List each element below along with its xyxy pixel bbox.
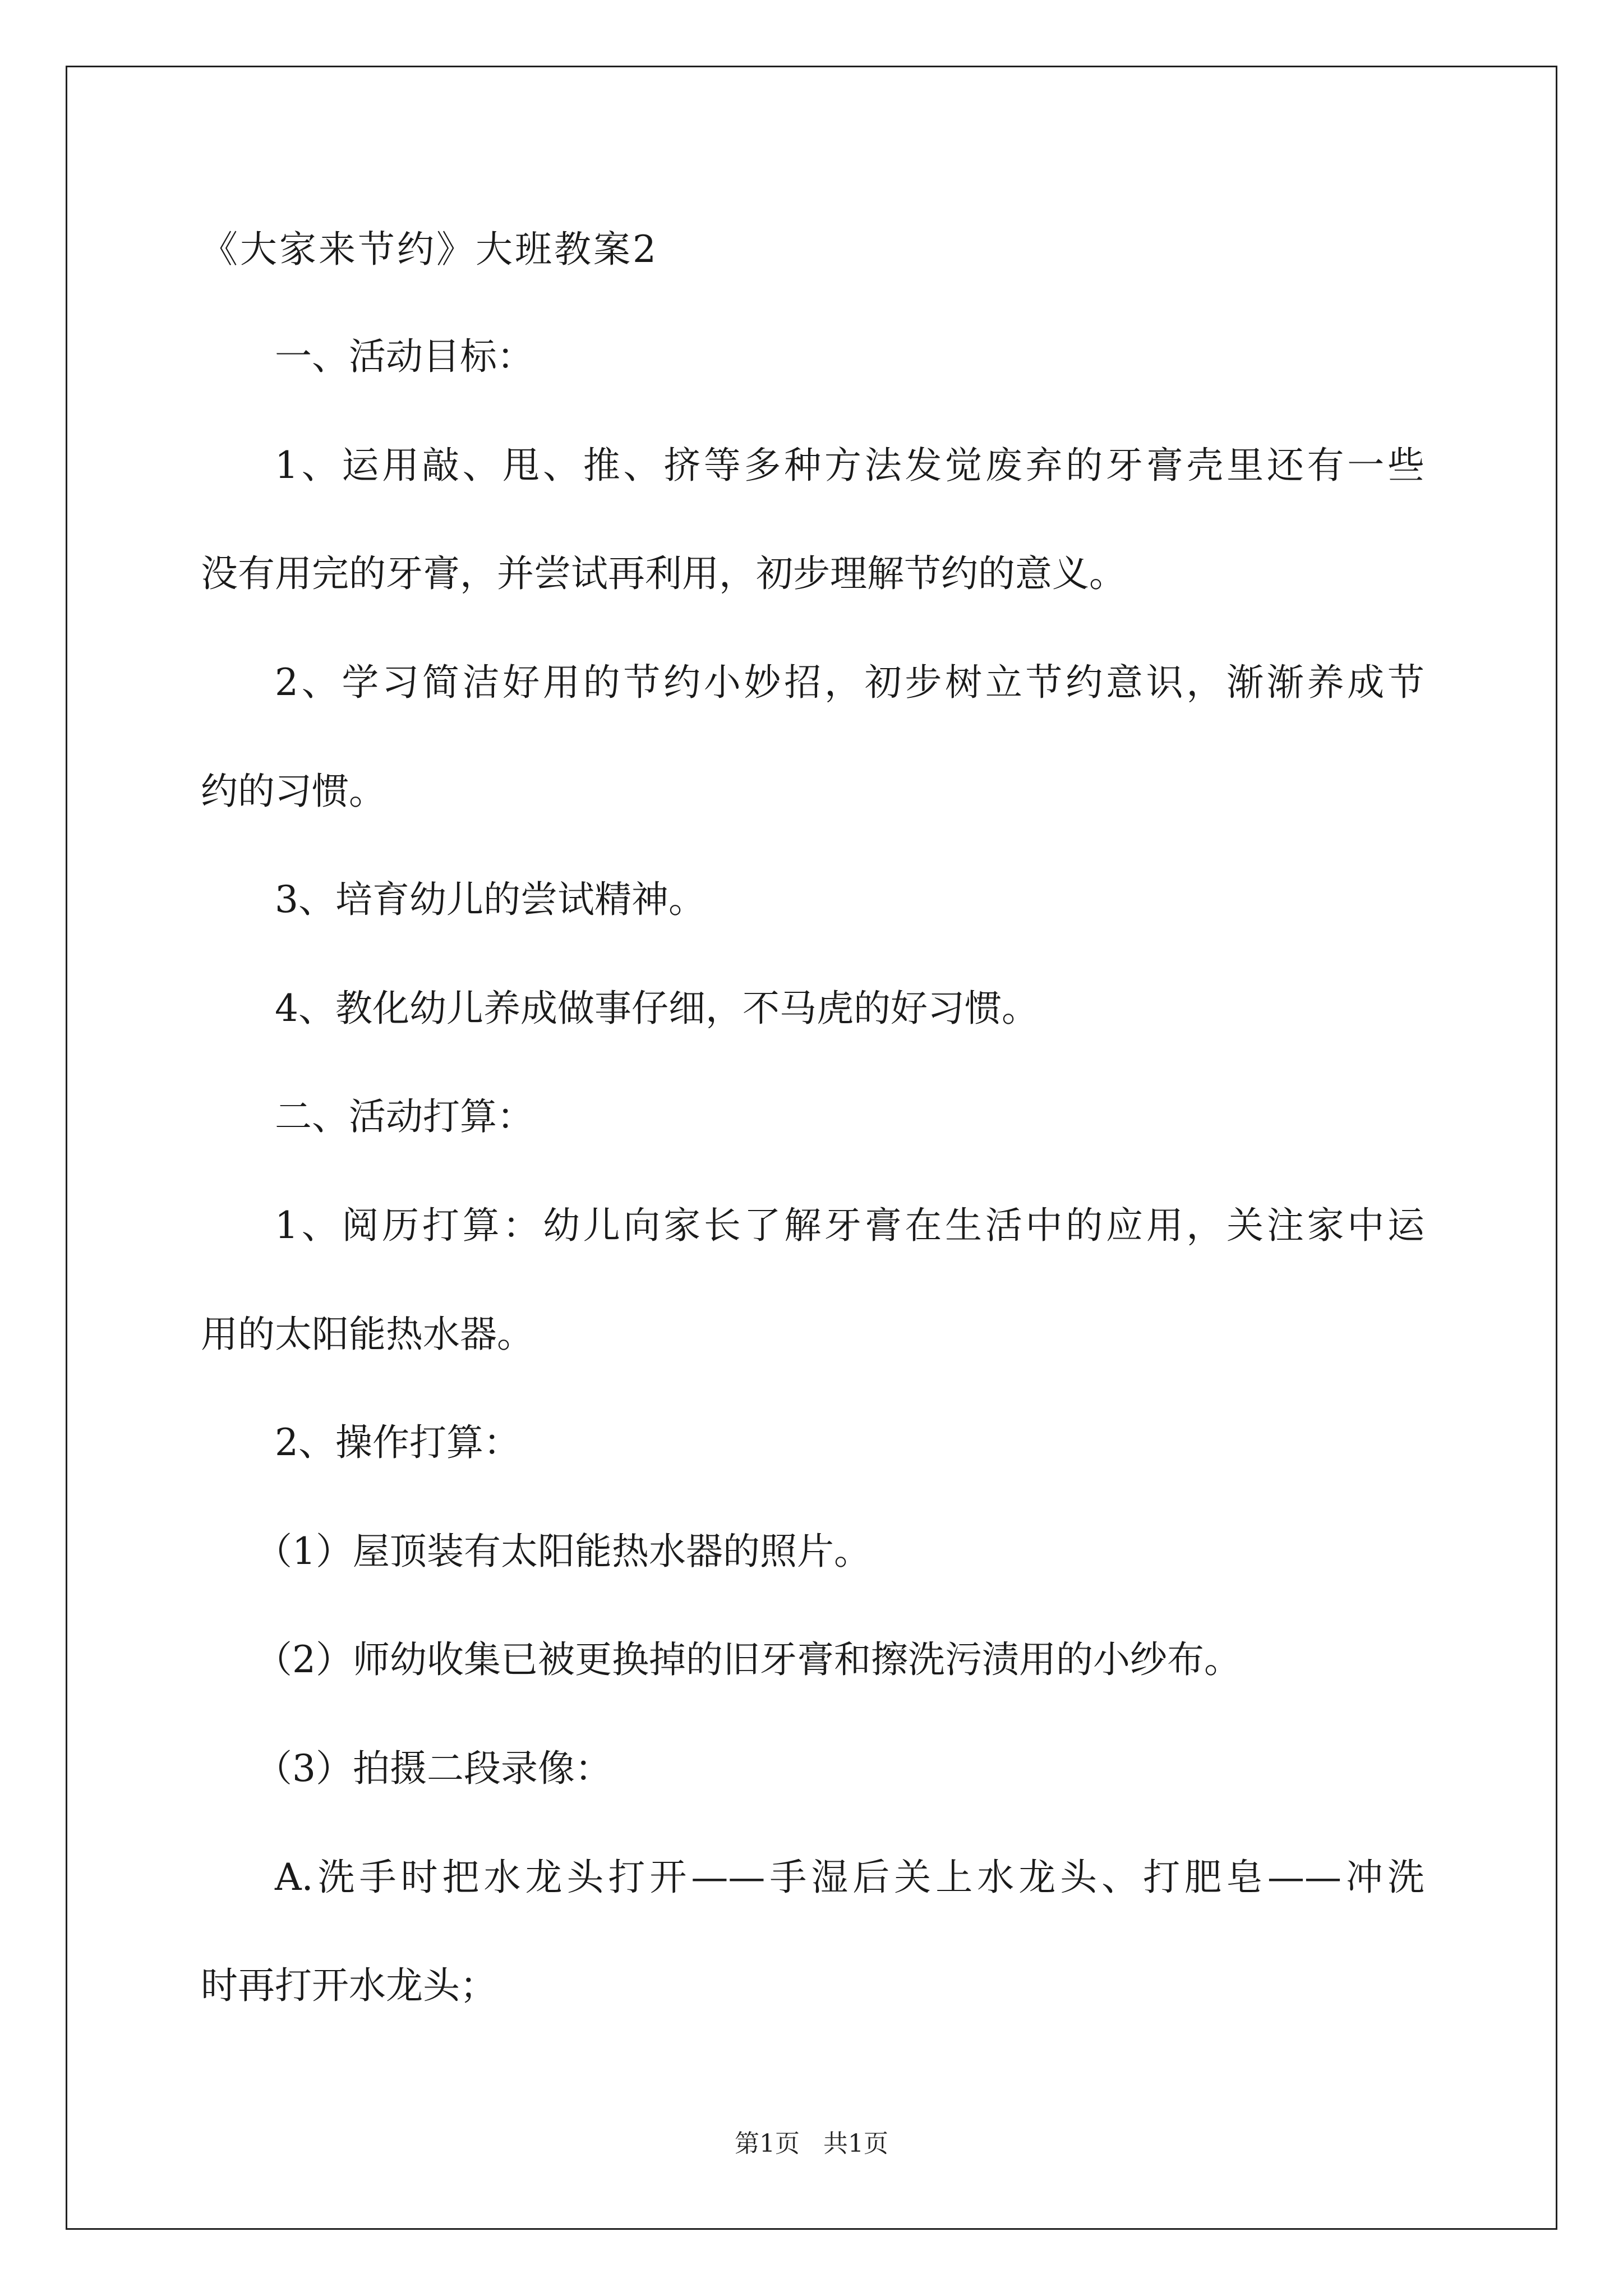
paragraph-line: （3）拍摄二段录像： (255, 1747, 612, 1790)
paragraph-line: 用的太阳能热水器。 (201, 1313, 534, 1356)
section-heading-preparation: 二、活动打算： (275, 1095, 534, 1138)
paragraph-line: 没有用完的牙膏，并尝试再利用，初步理解节约的意义。 (201, 552, 1126, 595)
paragraph-line: 3、培育幼儿的尝试精神。 (275, 878, 706, 921)
page-border (66, 66, 1557, 2230)
paragraph-line: 2、学习简洁好用的节约小妙招，初步树立节约意识，渐渐养成节 (275, 661, 1424, 704)
paragraph-line: 2、操作打算： (275, 1421, 520, 1464)
paragraph-line: 约的习惯。 (201, 770, 386, 813)
section-heading-goals: 一、活动目标： (275, 335, 534, 378)
paragraph-line: 时再打开水龙头； (201, 1964, 497, 2007)
document-title: 《大家来节约》大班教案2 (201, 228, 658, 271)
paragraph-line: 1、阅历打算：幼儿向家长了解牙膏在生活中的应用，关注家中运 (275, 1204, 1424, 1247)
paragraph-line: （1）屋顶装有太阳能热水器的照片。 (255, 1530, 871, 1573)
paragraph-line: 4、教化幼儿养成做事仔细，不马虎的好习惯。 (275, 987, 1039, 1030)
paragraph-line: A.洗手时把水龙头打开——手湿后关上水龙头、打肥皂——冲洗 (275, 1856, 1424, 1899)
paragraph-line: 1、运用敲、甩、推、挤等多种方法发觉废弃的牙膏壳里还有一些 (275, 444, 1424, 487)
page-footer: 第1页 共1页 (735, 2129, 888, 2158)
paragraph-line: （2）师幼收集已被更换掉的旧牙膏和擦洗污渍用的小纱布。 (255, 1638, 1241, 1681)
